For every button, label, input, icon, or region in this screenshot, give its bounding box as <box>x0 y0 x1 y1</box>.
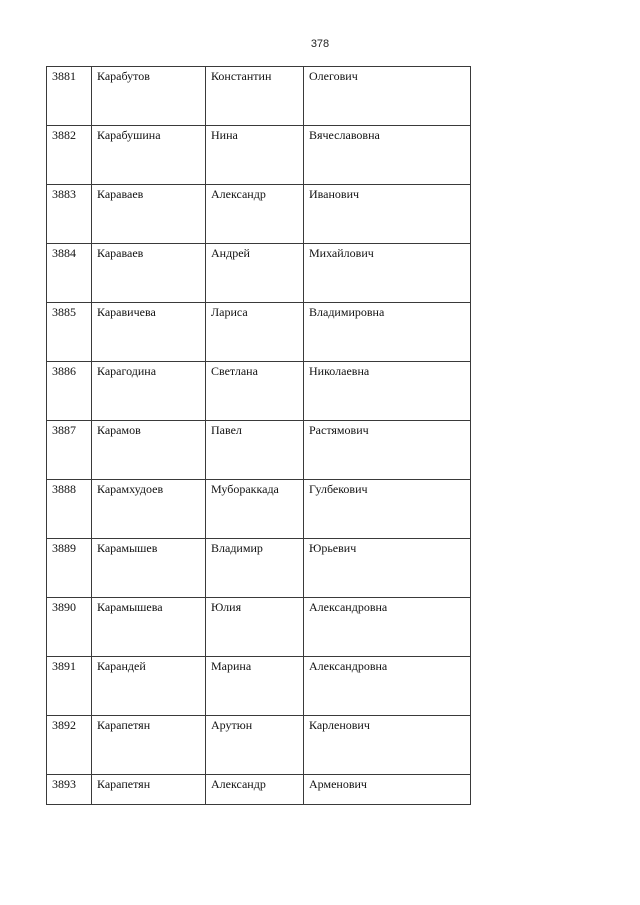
patronymic-cell: Александровна <box>304 657 471 716</box>
patronymic-cell: Гулбекович <box>304 480 471 539</box>
page-number: 378 <box>310 38 330 50</box>
row-number-cell: 3883 <box>47 185 92 244</box>
surname-cell: Карамхудоев <box>92 480 206 539</box>
patronymic-cell: Николаевна <box>304 362 471 421</box>
first-name-cell: Лариса <box>206 303 304 362</box>
surname-cell: Караваев <box>92 185 206 244</box>
registry-table <box>46 66 471 805</box>
patronymic-cell: Владимировна <box>304 303 471 362</box>
row-number-cell: 3884 <box>47 244 92 303</box>
surname-cell: Каравичева <box>92 303 206 362</box>
surname-cell: Карабутов <box>92 67 206 126</box>
surname-cell: Карамышева <box>92 598 206 657</box>
row-number-cell: 3892 <box>47 716 92 775</box>
table-row <box>47 775 471 805</box>
table-row <box>47 362 471 421</box>
first-name-cell: Нина <box>206 126 304 185</box>
row-number-cell: 3887 <box>47 421 92 480</box>
surname-cell: Карагодина <box>92 362 206 421</box>
first-name-cell: Марина <box>206 657 304 716</box>
first-name-cell: Мубораккада <box>206 480 304 539</box>
first-name-cell: Константин <box>206 67 304 126</box>
first-name-cell: Светлана <box>206 362 304 421</box>
first-name-cell: Андрей <box>206 244 304 303</box>
table-row <box>47 67 471 126</box>
patronymic-cell: Михайлович <box>304 244 471 303</box>
first-name-cell: Александр <box>206 775 304 805</box>
row-number-cell: 3889 <box>47 539 92 598</box>
patronymic-cell: Олегович <box>304 67 471 126</box>
row-number-cell: 3885 <box>47 303 92 362</box>
patronymic-cell: Юрьевич <box>304 539 471 598</box>
table-row <box>47 126 471 185</box>
surname-cell: Карапетян <box>92 716 206 775</box>
surname-cell: Карамышев <box>92 539 206 598</box>
surname-cell: Караваев <box>92 244 206 303</box>
row-number-cell: 3882 <box>47 126 92 185</box>
table-row <box>47 244 471 303</box>
patronymic-cell: Арменович <box>304 775 471 805</box>
first-name-cell: Юлия <box>206 598 304 657</box>
table-row <box>47 598 471 657</box>
first-name-cell: Павел <box>206 421 304 480</box>
table-row <box>47 421 471 480</box>
first-name-cell: Арутюн <box>206 716 304 775</box>
surname-cell: Карамов <box>92 421 206 480</box>
patronymic-cell: Иванович <box>304 185 471 244</box>
table-row <box>47 716 471 775</box>
table-row <box>47 539 471 598</box>
row-number-cell: 3890 <box>47 598 92 657</box>
patronymic-cell: Вячеславовна <box>304 126 471 185</box>
first-name-cell: Александр <box>206 185 304 244</box>
surname-cell: Карандей <box>92 657 206 716</box>
patronymic-cell: Александровна <box>304 598 471 657</box>
row-number-cell: 3891 <box>47 657 92 716</box>
patronymic-cell: Карленович <box>304 716 471 775</box>
row-number-cell: 3888 <box>47 480 92 539</box>
row-number-cell: 3881 <box>47 67 92 126</box>
row-number-cell: 3886 <box>47 362 92 421</box>
table-row <box>47 303 471 362</box>
table-row <box>47 480 471 539</box>
first-name-cell: Владимир <box>206 539 304 598</box>
surname-cell: Карабушина <box>92 126 206 185</box>
table-row <box>47 185 471 244</box>
surname-cell: Карапетян <box>92 775 206 805</box>
table-row <box>47 657 471 716</box>
patronymic-cell: Растямович <box>304 421 471 480</box>
row-number-cell: 3893 <box>47 775 92 805</box>
